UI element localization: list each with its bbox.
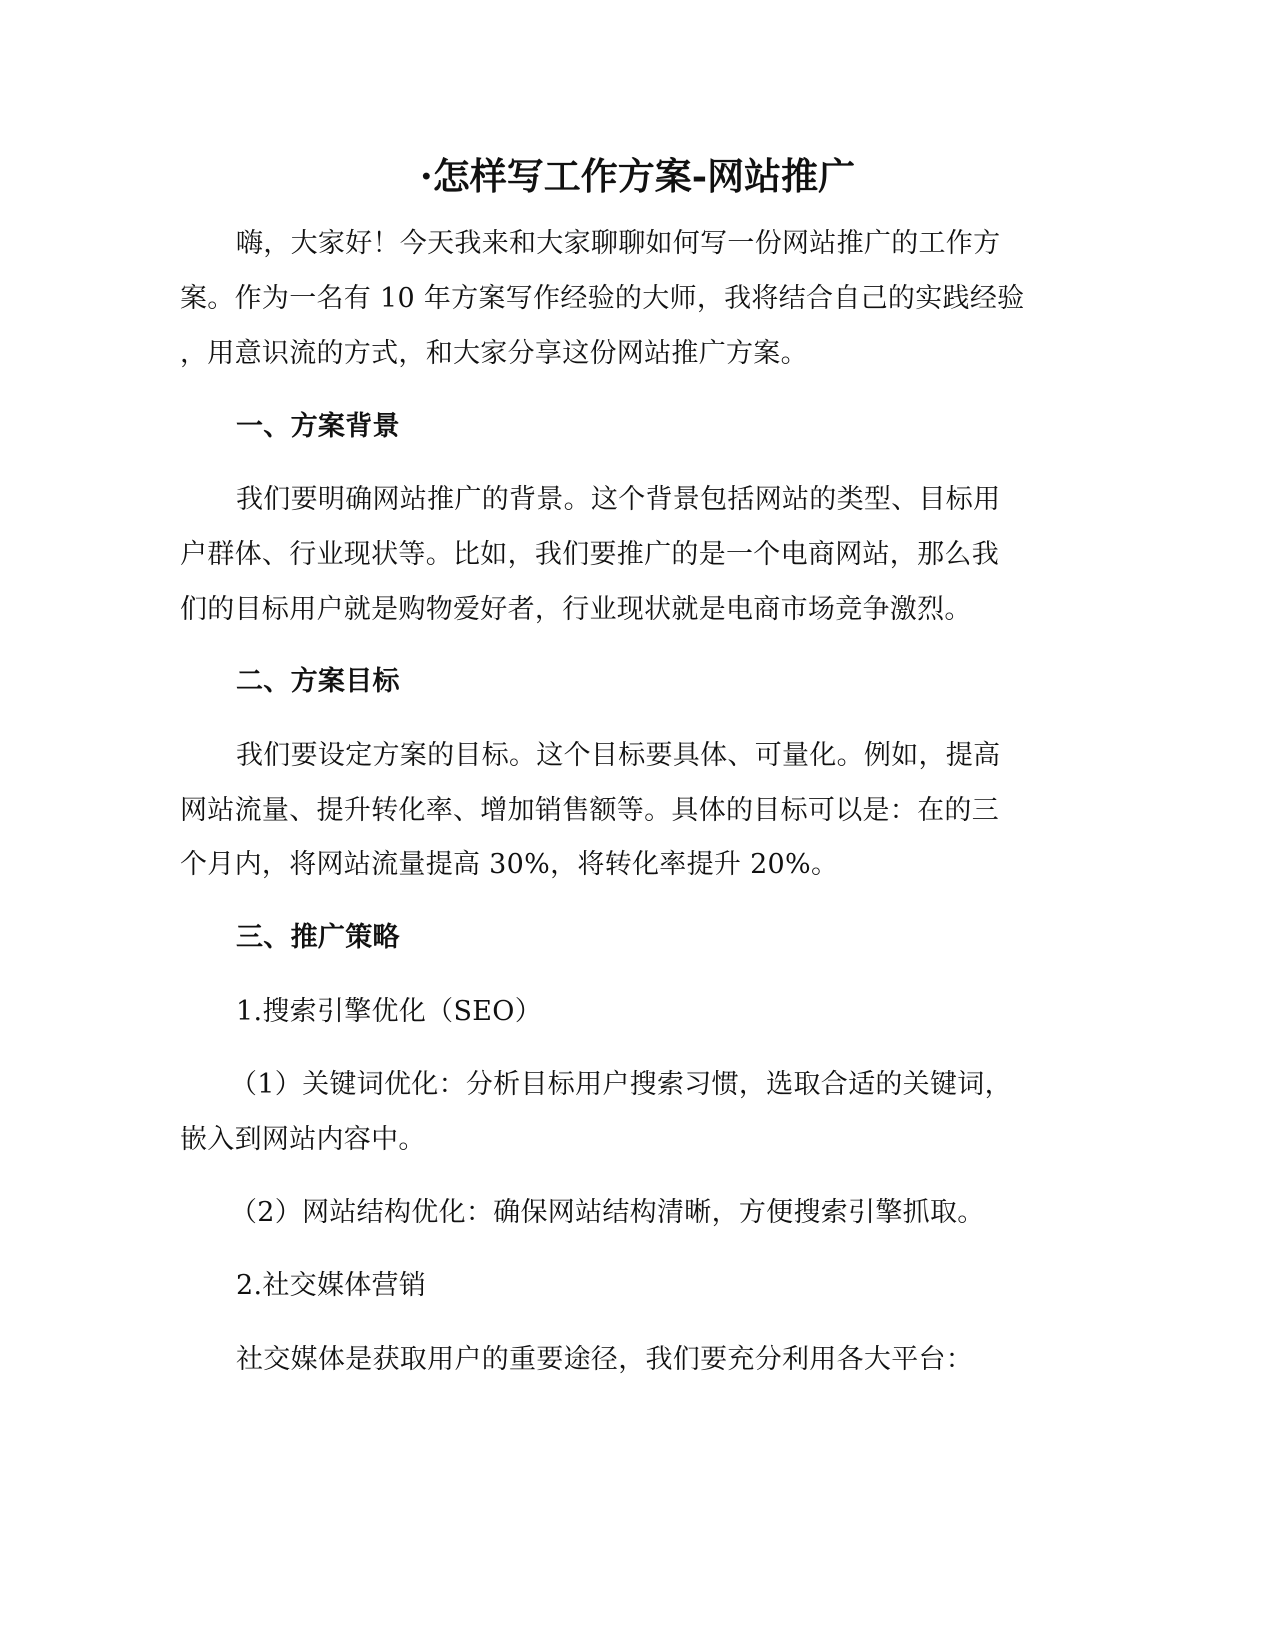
intro-line-1: 嗨，大家好！今天我来和大家聊聊如何写一份网站推广的工作方 — [236, 228, 1001, 259]
section1-line-2: 户群体、行业现状等。比如，我们要推广的是一个电商网站，那么我 — [180, 539, 999, 570]
section2-line-1: 我们要设定方案的目标。这个目标要具体、可量化。例如，提高 — [236, 740, 1001, 771]
section2-line-3: 个月内，将网站流量提高 30%，将转化率提升 20%。 — [180, 849, 839, 880]
section1-line-1: 我们要明确网站推广的背景。这个背景包括网站的类型、目标用 — [236, 484, 1001, 515]
section-heading-background: 一、方案背景 — [236, 411, 400, 442]
section1-line-3: 们的目标用户就是购物爱好者，行业现状就是电商市场竞争激烈。 — [180, 594, 972, 625]
seo-item-1-line-2: 嵌入到网站内容中。 — [180, 1124, 426, 1155]
intro-line-2: 案。作为一名有 10 年方案写作经验的大师，我将结合自己的实践经验 — [180, 283, 1025, 314]
document-title: ·怎样写工作方案-网站推广 — [419, 154, 856, 198]
social-paragraph: 社交媒体是获取用户的重要途径，我们要充分利用各大平台： — [236, 1344, 974, 1375]
section-heading-goals: 二、方案目标 — [236, 666, 400, 697]
intro-line-3: ，用意识流的方式，和大家分享这份网站推广方案。 — [180, 338, 808, 369]
section-heading-strategy: 三、推广策略 — [236, 922, 400, 953]
seo-item-2: （2）网站结构优化：确保网站结构清晰，方便搜索引擎抓取。 — [230, 1197, 985, 1228]
seo-item-1-line-1: （1）关键词优化：分析目标用户搜索习惯，选取合适的关键词， — [230, 1069, 1012, 1100]
social-subheading: 2.社交媒体营销 — [236, 1270, 427, 1301]
section2-line-2: 网站流量、提升转化率、增加销售额等。具体的目标可以是：在的三 — [180, 795, 999, 826]
seo-subheading: 1.搜索引擎优化（SEO） — [236, 996, 543, 1027]
